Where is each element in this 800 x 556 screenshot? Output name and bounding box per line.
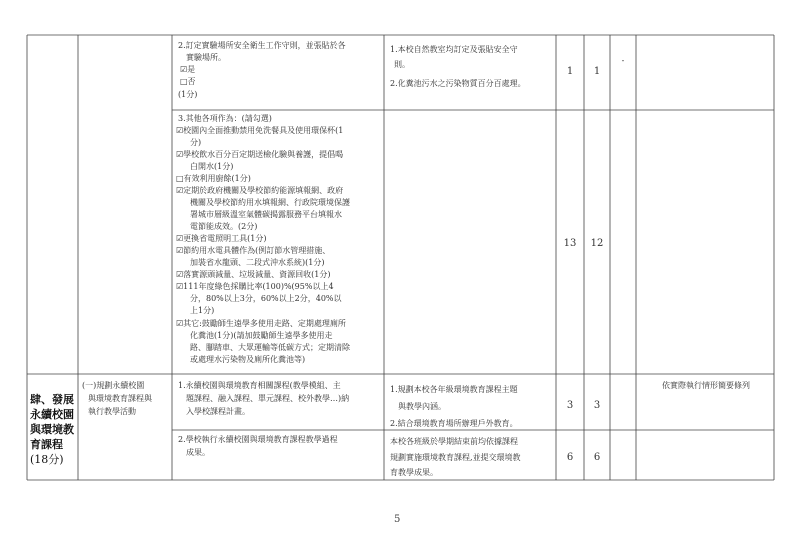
item-line: 上1分) <box>190 306 215 315</box>
note-line: 規劃實施環境教育課程,並提交環境教 <box>390 453 521 462</box>
item-line: ☑落實源頭減量、垃圾減量、資源回收(1分) <box>176 270 331 279</box>
score-self: 1 <box>566 66 574 77</box>
score-self: 13 <box>563 238 577 249</box>
item-line: 成果。 <box>186 448 210 457</box>
item-line: 分) <box>190 138 202 147</box>
note-line: 育教學成果。 <box>390 468 438 477</box>
extra-mark: - <box>621 56 625 65</box>
page-number: 5 <box>394 514 401 525</box>
item-line: 分，80%以上3分，60%以上2分，40%以 <box>190 294 342 303</box>
item-line: ☑更換省電照明工具(1分) <box>176 234 267 243</box>
note-line: 1.規劃本校各年級環境教育課程主題 <box>390 385 518 394</box>
section-title: 肆、發展 <box>30 393 74 406</box>
checkbox-yes: ☑是 <box>180 65 196 74</box>
item-line: 1.永續校園與環境教育相關課程(教學模組、主 <box>178 381 341 390</box>
item-line: 署城市層級溫室氣體碳揭露服務平台填報水 <box>190 210 342 219</box>
section-title: 育課程 <box>30 438 63 451</box>
checkbox-no: □否 <box>180 77 196 86</box>
item-line: 2.訂定實驗場所安全衛生工作守則，並張貼於各 <box>178 41 346 50</box>
item-line: 加裝省水龍頭、二段式沖水系統)(1分) <box>190 258 325 267</box>
section-title: 與環境教 <box>30 423 74 436</box>
item-line: 入學校課程計畫。 <box>186 407 250 416</box>
item-line: □有效利用廚餘(1分) <box>176 174 251 183</box>
section-title: 永續校園 <box>30 408 74 421</box>
note-line: 2.結合環境教育場所辦理戶外教育。 <box>390 419 518 428</box>
item-line: ☑111年度綠色採購比率(100)%(95%以上4 <box>176 282 334 291</box>
score-review: 3 <box>593 400 601 411</box>
remark: 依實際執行情形簡要條列 <box>662 381 750 390</box>
item-line: 路、腳踏車、大眾運輸等低碳方式；定期清除 <box>190 343 350 352</box>
item-line: ☑節約用水電具體作為(例訂節水管理措施、 <box>176 246 331 255</box>
item-score-note: (1分) <box>178 90 198 99</box>
subsection-title: (一)規劃永續校園 <box>82 381 145 390</box>
item-line: 題課程、融入課程、單元課程、校外教學…)納 <box>186 394 350 403</box>
note-line: 本校各班級於學期結束前均依據課程 <box>390 437 518 446</box>
score-review: 6 <box>593 452 601 463</box>
item-line: 3.其他各項作為：(請勾選) <box>178 114 272 123</box>
item-line: ☑校園內全面推動禁用免洗餐具及使用環保杯(1 <box>176 126 344 135</box>
item-line: ☑定期於政府機關及學校節約能源填報網、政府 <box>176 186 344 195</box>
score-review: 12 <box>590 238 604 249</box>
item-line: 電節能成效。(2分) <box>190 222 258 231</box>
subsection-title: 與環境教育課程與 <box>88 394 152 403</box>
subsection-title: 執行教學活動 <box>88 407 136 416</box>
item-line: 機關及學校節約用水填報網、行政院環境保護 <box>190 198 350 207</box>
score-self: 3 <box>566 400 574 411</box>
item-line: ☑其它:鼓勵師生遠學多使用走路、定期處理廁所 <box>176 319 346 328</box>
note-line: 1.本校自然教室均訂定及張貼安全守 <box>390 45 518 54</box>
item-line: 化糞池(1分)(請加鼓勵師生遠學多使用走 <box>190 331 333 340</box>
item-line: 或處理水污染物及廁所化糞池等) <box>190 355 306 364</box>
note-line: 則。 <box>394 60 410 69</box>
item-line: ☑學校飲水百分百定期送檢化驗與養護，提倡喝 <box>176 150 344 159</box>
note-line: 與教學內涵。 <box>398 402 446 411</box>
score-review: 1 <box>593 66 601 77</box>
item-line: 實驗場所。 <box>186 53 226 62</box>
section-points: (18分) <box>30 453 64 466</box>
item-line: 白開水(1分) <box>190 162 234 171</box>
item-line: 2.學校執行永續校園與環境教育課程教學過程 <box>178 435 338 444</box>
note-line: 2.化糞池污水之污染物質百分百處理。 <box>390 79 526 88</box>
score-self: 6 <box>566 452 574 463</box>
